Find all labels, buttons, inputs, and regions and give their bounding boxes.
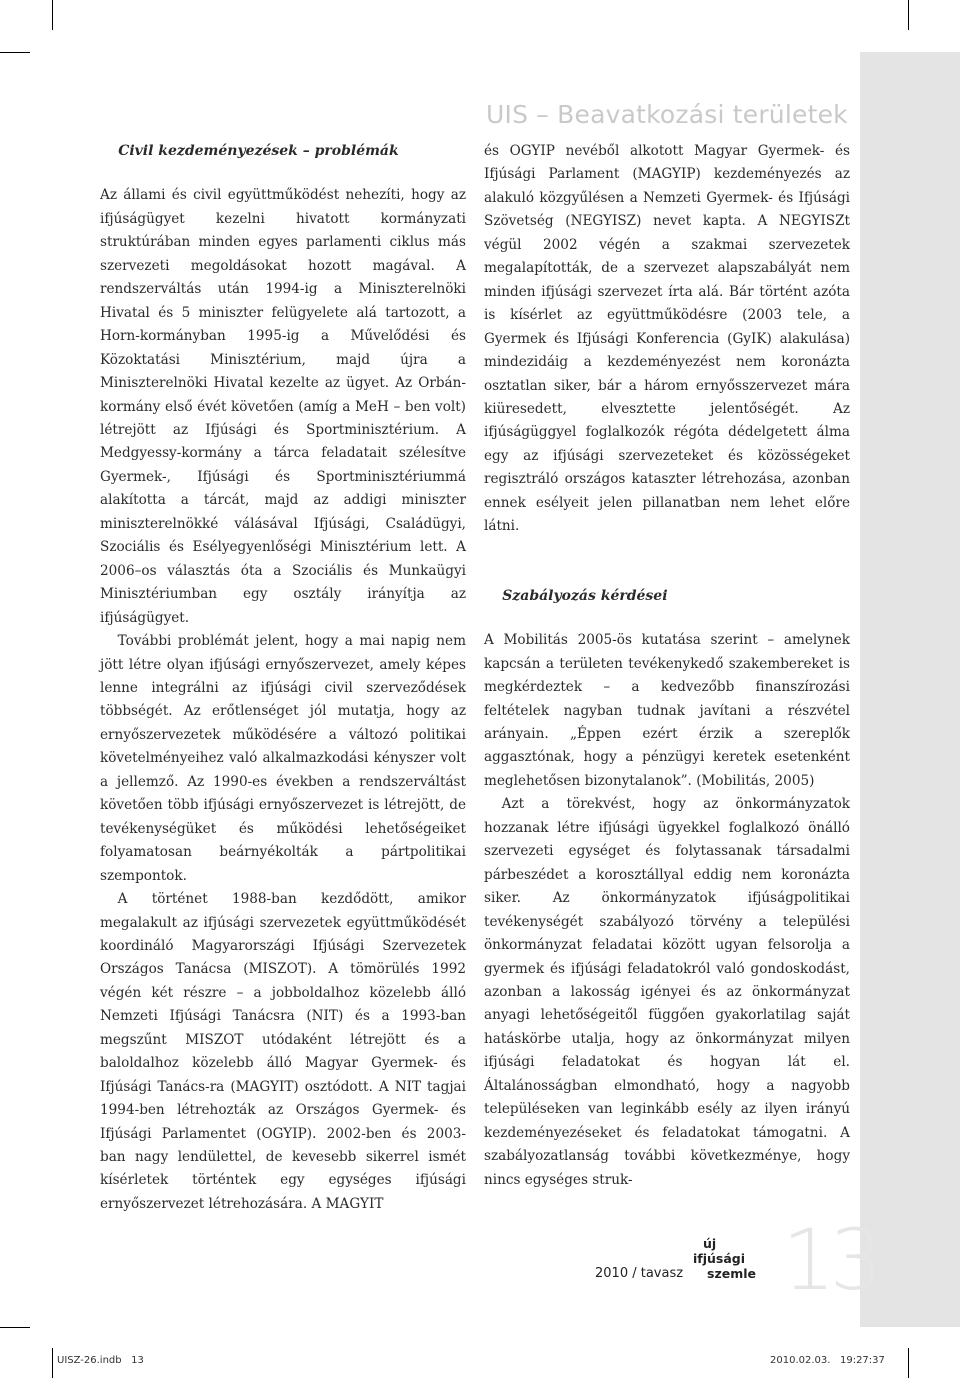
journal-logo (693, 1236, 773, 1281)
crop-mark-bottom-left-h (0, 1327, 30, 1328)
running-head: UIS – Beavatkozási területek (486, 100, 848, 129)
footer-season: 2010 / tavasz (595, 1266, 684, 1281)
section-heading-civil: Civil kezdeményezések – problémák (118, 143, 399, 159)
right-column (484, 140, 850, 1192)
paragraph: A Mobilitás 2005-ös kutatása szerint – amelynek kapcsán a területen tevékenykedő szakembereket is megkérdeztek – a kedvezőbb finanszírozási feltételek nagyban tudnak javítani a részvétel arányain. „Éppen ezért érzik a szereplők aggasztónak, hogy a pénzügyi keretek esetenként meglehetősen bizonytalanok”. (Mobilitás, 2005) (484, 632, 850, 789)
slug-file: UISZ-26.indb 13 (57, 1355, 144, 1366)
crop-mark-bottom-left (52, 1348, 53, 1378)
paragraph: és OGYIP nevéből alkotott Magyar Gyermek- és Ifjúsági Parlament (MAGYIP) kezdeményezés az alakuló közgyűlésen a Nemzeti Gyermek- és Ifjúsági Szövetség (NEGYISZ) nevet kapta. A NEGYISZt végül 2002 végén a szakmai szervezetek megalapították, de a szervezet alapszabályát nem minden ifjúsági szervezet írta alá. Bár történt azóta is kísérlet az együttműködésre (2003 tele, a Gyermek és Ifjúsági Konferencia (GyIK) alakulása) mindezidáig a kezdeményezést nem koronázta osztatlan siker, bár a három ernyősszervezet mára kiüresedett, elvesztette jelentőségét. Az ifjúságüggyel foglalkozók régóta dédelgetett álma egy az ifjúsági szervezeteket és közösségeket regisztráló országos kataszter létrehozása, azonban ennek esélyeit jelen pillanatban nem lehet előre látni. (484, 143, 850, 535)
crop-mark-top-left (52, 0, 53, 30)
logo-line: ifjúsági (693, 1251, 746, 1266)
crop-mark-top-right (908, 0, 909, 30)
paragraph: Az állami és civil együttműködést nehezíti, hogy az ifjúságügyet kezelni hivatott kormányzati struktúrában minden egyes parlamenti ciklus más szervezeti megoldásokat hozott magával. A rendszerváltás után 1994-ig a Miniszterelnöki Hivatal és 5 miniszter felügyelete alá tartozott, a Horn-kormányban 1995-ig a Művelődési és Közoktatási Minisztérium, majd újra a Miniszterelnöki Hivatal kezelte az ügyet. Az Orbán-kormány első évét követően (amíg a MeH – ben volt) létrejött az Ifjúsági és Sportminisztérium. A Medgyessy-kormány a tárca feladatait szélesítve Gyermek-, Ifjúsági és Sportminisztériummá alakította a tárcát, majd az addigi miniszter miniszterelnökké válásával Ifjúsági, Családügyi, Szociális és Esélyegyenlőségi Minisztérium lett. A 2006–os választás óta a Szociális és Munkaügyi Minisztériumban egy osztály irányítja az ifjúságügyet. (100, 187, 466, 626)
crop-mark-top-left-h (0, 52, 30, 53)
paragraph: További problémát jelent, hogy a mai napig nem jött létre olyan ifjúsági ernyőszervezet, amely képes lenne integrálni az ifjúsági civil szerveződések többségét. Az erőtlenséget jól mutatja, hogy az ernyőszervezetek működésére a változó politikai követelményeihez való alkalmazkodási kényszer volt a jellemző. Az 1990-es években a rendszerváltást követően több ifjúsági ernyőszervezet is létrejött, de tevékenységüket és működési lehetőségeiket folyamatosan beárnyékolták a pártpolitikai szempontok. (100, 633, 466, 884)
slug-timestamp: 2010.02.03. 19:27:37 (770, 1355, 885, 1366)
logo-line: szemle (707, 1266, 756, 1281)
paragraph: Azt a törekvést, hogy az önkormányzatok hozzanak létre ifjúsági ügyekkel foglalkozó önálló szervezeti egységet és folytassanak társadalmi párbeszédet a korosztállyal eddig nem koronázta siker. Az önkormányzatok ifjúságpolitikai tevékenységét szabályozó törvény a települési önkormányzat feladatai között ugyan felsorolja a gyermek és ifjúsági feladatokról való gondoskodást, azonban a lakosság igényei és az önkormányzat anyagi lehetőségeitől függően gyakorlatilag saját hatáskörbe utalja, hogy az önkormányzat milyen ifjúsági feladatokat és hogyan lát el. Általánosságban elmondható, hogy a nagyobb településeken van leginkább esély az ilyen irányú kezdeményezéseket és feladatokat támogatni. A szabályozatlanság további következménye, hogy nincs egységes struk- (484, 796, 850, 1188)
crop-mark-bottom-right (908, 1348, 909, 1378)
page-number: 13 (782, 1211, 877, 1309)
section-heading-szabalyozas: Szabályozás kérdései (502, 587, 668, 604)
left-column (100, 140, 466, 1216)
side-gray-band (860, 52, 960, 1327)
logo-line: új (703, 1236, 717, 1251)
paragraph: A történet 1988-ban kezdődött, amikor megalakult az ifjúsági szervezetek együttműködését koordináló Magyarországi Ifjúsági Szervezetek Országos Tanácsa (MISZOT). A tömörülés 1992 végén két részre – a jobboldalhoz közelebb álló Nemzeti Ifjúsági Tanácsra (NIT) és a 1993-ban megszűnt MISZOT utódaként létrejött és a baloldalhoz közelebb álló Magyar Gyermek- és Ifjúsági Tanács-ra (MAGYIT) osztódott. A NIT tagjai 1994-ben létrehozták az Országos Gyermek- és Ifjúsági Parlamentet (OGYIP). 2002-ben és 2003- ban nagy lendülettel, de kevesebb sikerrel ismét kísérletek történtek egy egységes ifjúsági ernyőszervezet létrehozására. A MAGYIT (100, 891, 466, 1212)
